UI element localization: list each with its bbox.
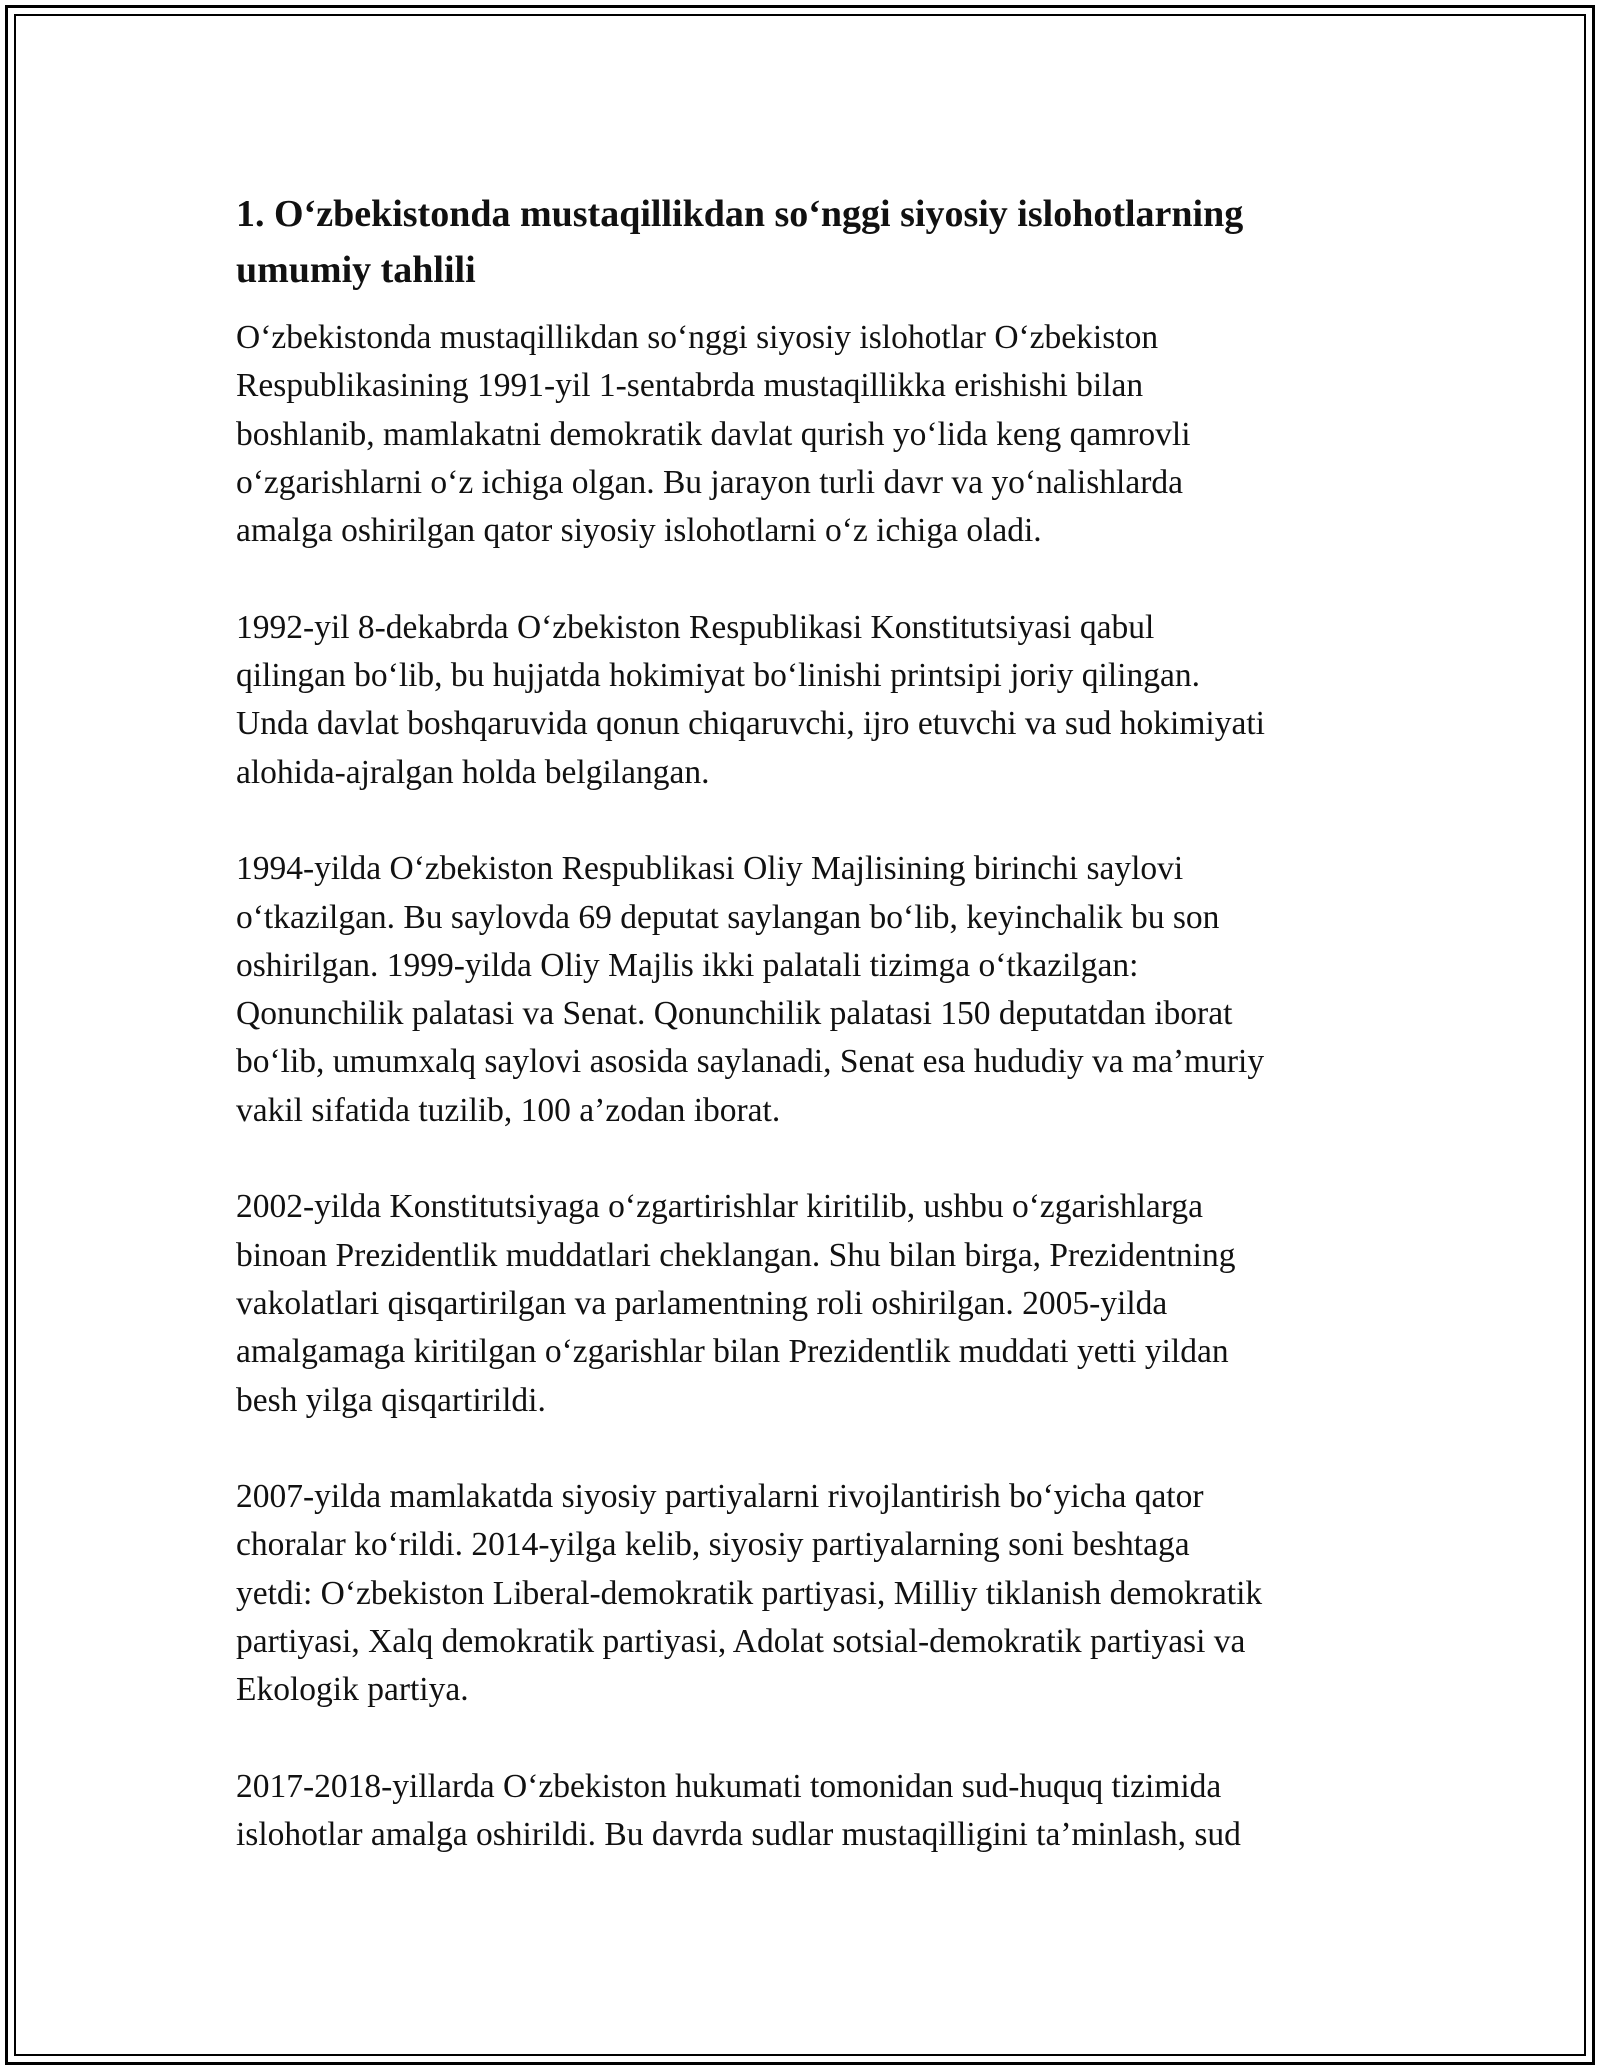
paragraph-line: partiyasi, Xalq demokratik partiyasi, Adolat sotsial-demokratik partiyasi va — [236, 1623, 1246, 1661]
paragraph-line: boshlanib, mamlakatni demokratik davlat qurish yo‘lida keng qamrovli — [236, 415, 1191, 453]
paragraph-line: 1994-yilda O‘zbekiston Respublikasi Oliy Majlisining birinchi saylovi — [236, 850, 1184, 888]
paragraph-constitution — [236, 604, 1386, 797]
paragraph-line: amalgamaga kiritilgan o‘zgarishlar bilan Prezidentlik muddati yetti yildan — [236, 1333, 1229, 1371]
section-heading — [236, 186, 1386, 298]
paragraph-line: Respublikasining 1991-yil 1-sentabrda mustaqillikka erishishi bilan — [236, 367, 1144, 405]
document-body — [236, 186, 1386, 1908]
paragraph-line: alohida-ajralgan holda belgilangan. — [236, 753, 710, 791]
paragraph-line: o‘tkazilgan. Bu saylovda 69 deputat saylangan bo‘lib, keyinchalik bu son — [236, 898, 1220, 936]
paragraph-line: besh yilga qisqartirildi. — [236, 1381, 546, 1419]
paragraph-line: 2007-yilda mamlakatda siyosiy partiyalarni rivojlantirish bo‘yicha qator — [236, 1478, 1204, 1516]
paragraph-line: bo‘lib, umumxalq saylovi asosida saylanadi, Senat esa hududiy va ma’muriy — [236, 1043, 1265, 1081]
paragraph-line: Unda davlat boshqaruvida qonun chiqaruvchi, ijro etuvchi va sud hokimiyati — [236, 705, 1265, 743]
paragraph-judicial-reform — [236, 1763, 1386, 1860]
paragraph-parties — [236, 1473, 1386, 1714]
paragraph-line: O‘zbekistonda mustaqillikdan so‘nggi siyosiy islohotlar O‘zbekiston — [236, 319, 1159, 356]
paragraph-line: Qonunchilik palatasi va Senat. Qonunchilik palatasi 150 deputatdan iborat — [236, 995, 1233, 1033]
heading-line: 1. O‘zbekistonda mustaqillikdan so‘nggi siyosiy islohotlarning — [236, 193, 1244, 235]
paragraph-line: oshirilgan. 1999-yilda Oliy Majlis ikki palatali tizimga o‘tkazilgan: — [236, 946, 1139, 984]
paragraph-line: o‘zgarishlarni o‘z ichiga olgan. Bu jarayon turli davr va yo‘nalishlarda — [236, 463, 1183, 501]
paragraph-line: yetdi: O‘zbekiston Liberal-demokratik partiyasi, Milliy tiklanish demokratik — [236, 1574, 1263, 1612]
heading-line: umumiy tahlili — [236, 249, 476, 291]
paragraph-line: 2002-yilda Konstitutsiyaga o‘zgartirishlar kiritilib, ushbu o‘zgarishlarga — [236, 1188, 1203, 1226]
paragraph-line: choralar ko‘rildi. 2014-yilga kelib, siyosiy partiyalarning soni beshtaga — [236, 1526, 1190, 1564]
paragraph-parliament — [236, 845, 1386, 1135]
paragraph-amendments — [236, 1183, 1386, 1424]
paragraph-line: 2017-2018-yillarda O‘zbekiston hukumati tomonidan sud-huquq tizimida — [236, 1767, 1222, 1805]
paragraph-independence — [236, 314, 1386, 555]
paragraph-line: islohotlar amalga oshirildi. Bu davrda sudlar mustaqilligini ta’minlash, sud — [236, 1816, 1241, 1854]
paragraph-line: qilingan bo‘lib, bu hujjatda hokimiyat bo‘linishi printsipi joriy qilingan. — [236, 657, 1200, 695]
paragraph-line: vakil sifatida tuzilib, 100 a’zodan iborat. — [236, 1091, 781, 1129]
paragraph-line: amalga oshirilgan qator siyosiy islohotlarni o‘z ichiga oladi. — [236, 512, 1042, 550]
paragraph-line: Ekologik partiya. — [236, 1671, 469, 1709]
paragraph-line: binoan Prezidentlik muddatlari cheklangan. Shu bilan birga, Prezidentning — [236, 1236, 1236, 1274]
paragraph-line: vakolatlari qisqartirilgan va parlamentning roli oshirilgan. 2005-yilda — [236, 1284, 1168, 1322]
paragraph-line: 1992-yil 8-dekabrda O‘zbekiston Respublikasi Konstitutsiyasi qabul — [236, 608, 1155, 646]
